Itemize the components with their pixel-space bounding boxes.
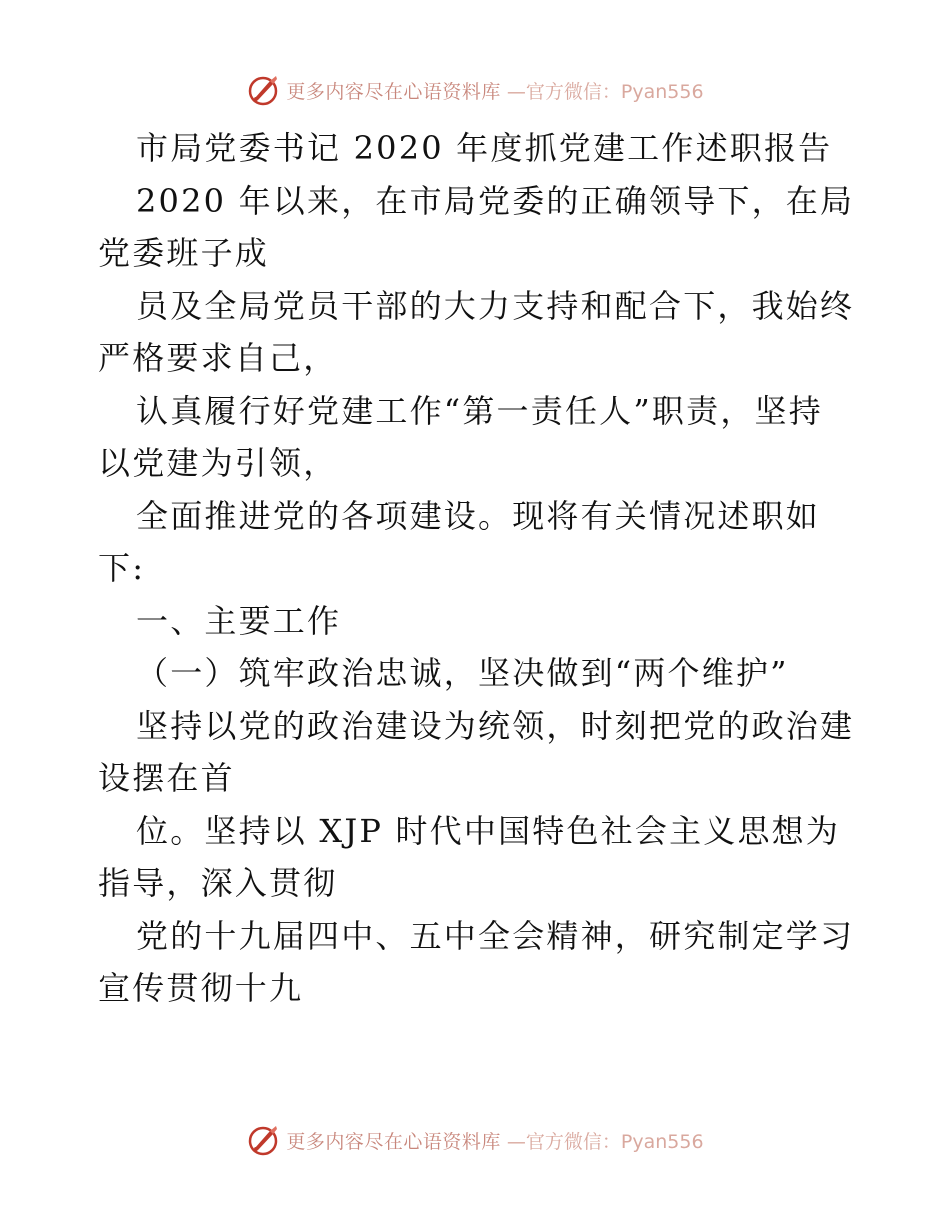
paragraph-line: 坚持以党的政治建设为统领，时刻把党的政治建: [136, 706, 855, 745]
paragraph-line: 宣传贯彻十九: [98, 969, 304, 1007]
paragraph-line: 严格要求自己，: [98, 339, 338, 377]
paragraph-line: 党委班子成: [98, 234, 270, 272]
quill-logo-icon: [246, 73, 280, 107]
paragraph-line: 党的十九届四中、五中全会精神，研究制定学习: [136, 916, 855, 955]
paragraph-line: 下:: [98, 549, 146, 587]
document-body: [98, 122, 858, 1015]
footer-contact-text: —官方微信：Pyan556: [506, 1130, 704, 1153]
document-title: 市局党委书记 2020 年度抓党建工作述职报告: [136, 129, 833, 167]
header-watermark-banner: [0, 70, 950, 110]
footer-watermark-banner: [0, 1120, 950, 1160]
paragraph-line: 认真履行好党建工作“第一责任人”职责，坚持: [136, 391, 823, 430]
quill-logo-icon: [246, 1123, 280, 1157]
paragraph-line: 全面推进党的各项建设。现将有关情况述职如: [136, 496, 821, 535]
paragraph-line: 设摆在首: [98, 759, 235, 797]
paragraph-line: 2020 年以来，在市局党委的正确领导下，在局: [136, 181, 855, 220]
header-brand-text: 更多内容尽在心语资料库: [286, 80, 501, 103]
footer-brand-text: 更多内容尽在心语资料库: [286, 1130, 501, 1153]
paragraph-line: 指导，深入贯彻: [98, 864, 338, 902]
header-contact-text: —官方微信：Pyan556: [506, 80, 704, 103]
subsection-heading: （一）筑牢政治忠诚，坚决做到“两个维护”: [136, 654, 789, 692]
paragraph-line: 员及全局党员干部的大力支持和配合下，我始终: [136, 286, 855, 325]
paragraph-line: 以党建为引领，: [98, 444, 338, 482]
paragraph-line: 位。坚持以 XJP 时代中国特色社会主义思想为: [136, 811, 841, 850]
section-heading: 一、主要工作: [136, 601, 342, 640]
